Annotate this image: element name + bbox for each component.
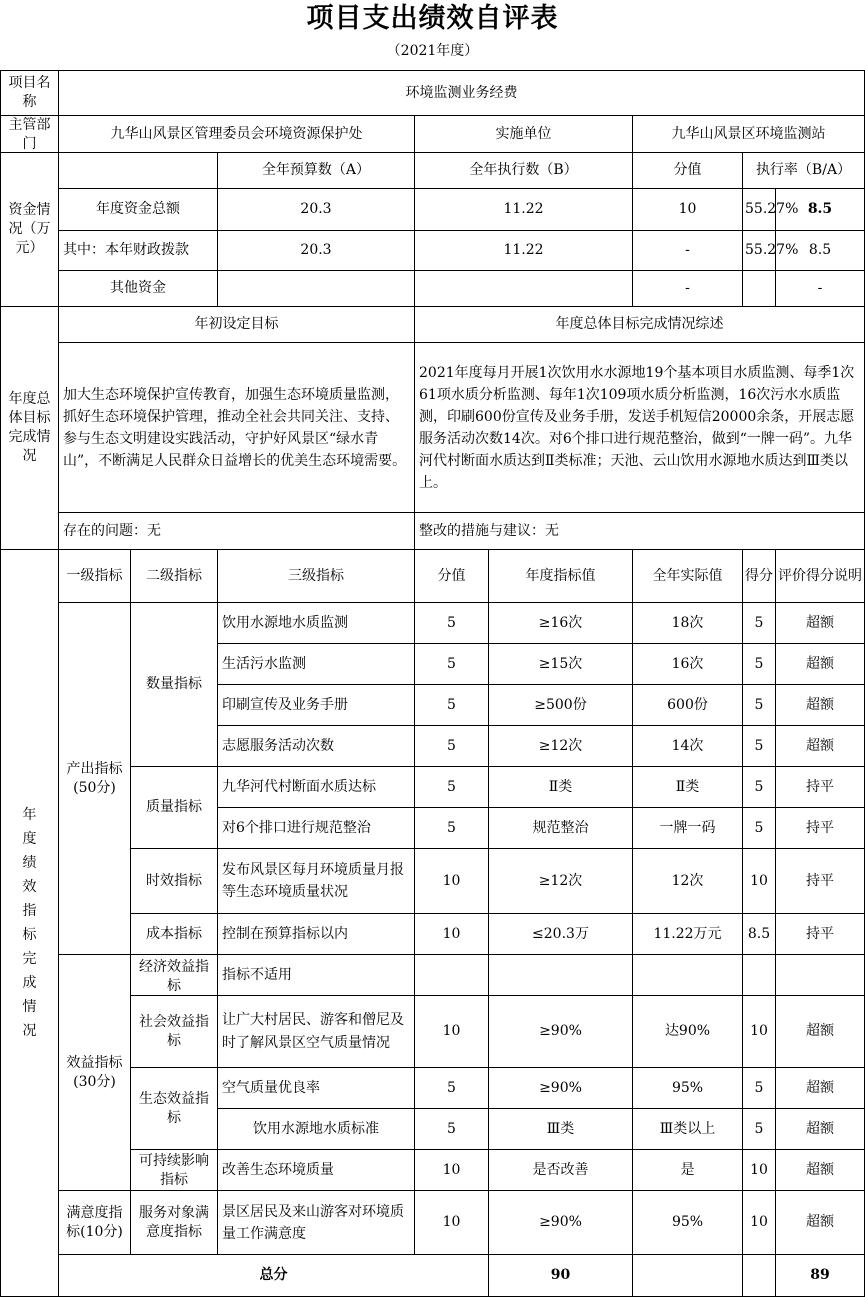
perf-row-target (489, 955, 633, 996)
perf-row-score-value: 10 (415, 1150, 489, 1191)
perf-row-note: 超额 (776, 603, 865, 644)
perf-l2-quality: 质量指标 (131, 767, 218, 849)
perf-row-actual: 14次 (633, 726, 743, 767)
perf-row-score: 8.5 (743, 914, 776, 955)
perf-row-score-value: 5 (415, 603, 489, 644)
perf-row-score-value: 10 (415, 914, 489, 955)
perf-row-score-value: 10 (415, 1191, 489, 1255)
fiscal-year: （2021年度） (386, 43, 479, 59)
funds-row-fiscal-exec: 11.22 (415, 231, 633, 271)
goals-set-header: 年初设定目标 (59, 307, 415, 343)
perf-row-target: ≥12次 (489, 849, 633, 914)
funds-row-other-score-value: - (633, 271, 743, 307)
perf-row-l3: 饮用水源地水质标准 (218, 1109, 415, 1150)
perf-l1-benefit: 效益指标(30分) (59, 955, 131, 1191)
perf-row-score-value (415, 955, 489, 996)
perf-row-score-value: 5 (415, 726, 489, 767)
perf-row-note: 持平 (776, 808, 865, 849)
perf-row-target: ≥15次 (489, 644, 633, 685)
perf-row-target: ≤20.3万 (489, 914, 633, 955)
perf-row-target: ≥90% (489, 1191, 633, 1255)
goals-summary-header: 年度总体目标完成情况综述 (415, 307, 865, 343)
perf-header-l1: 一级指标 (59, 550, 131, 603)
funds-row-total-score-value: 10 (633, 189, 743, 231)
funds-row-total-exec: 11.22 (415, 189, 633, 231)
impl-label: 实施单位 (415, 116, 633, 153)
total-target-blank (633, 1255, 743, 1297)
perf-row-score-value: 5 (415, 1109, 489, 1150)
dept-label: 主管部门 (1, 116, 59, 153)
perf-row-note: 超额 (776, 1109, 865, 1150)
perf-l1-output: 产出指标(50分) (59, 603, 131, 955)
perf-row-actual: Ⅱ类 (633, 767, 743, 808)
funds-label: 资金情况（万元） (1, 153, 59, 307)
goals-measures: 整改的措施与建议：无 (415, 513, 865, 550)
perf-header-l2: 二级指标 (131, 550, 218, 603)
funds-header-rate: 执行率（B/A） (743, 153, 865, 189)
perf-row-l3: 让广大村居民、游客和僧尼及时了解风景区空气质量情况 (218, 996, 415, 1068)
perf-row-note: 持平 (776, 914, 865, 955)
perf-header-l3: 三级指标 (218, 550, 415, 603)
funds-header-score-value: 分值 (633, 153, 743, 189)
perf-l2-economic: 经济效益指标 (131, 955, 218, 996)
funds-row-fiscal-budget: 20.3 (218, 231, 415, 271)
perf-row-l3: 志愿服务活动次数 (218, 726, 415, 767)
funds-row-other-budget (218, 271, 415, 307)
perf-row-score: 5 (743, 644, 776, 685)
perf-row-score-value: 5 (415, 1068, 489, 1109)
perf-row-note: 超额 (776, 685, 865, 726)
perf-l2-cost: 成本指标 (131, 914, 218, 955)
funds-row-fiscal-score-value: - (633, 231, 743, 271)
project-name-label: 项目名称 (1, 71, 59, 116)
funds-row-other-rate (743, 271, 776, 307)
perf-row-l3: 对6个排口进行规范整治 (218, 808, 415, 849)
perf-row-note: 超额 (776, 996, 865, 1068)
perf-label: 年度绩效指标完成情况 (1, 550, 59, 1297)
perf-row-l3: 发布风景区每月环境质量月报等生态环境质量状况 (218, 849, 415, 914)
perf-row-score-value: 5 (415, 808, 489, 849)
total-score: 89 (776, 1255, 865, 1297)
goals-label: 年度总体目标完成情况 (1, 307, 59, 550)
perf-row-actual: 12次 (633, 849, 743, 914)
perf-row-actual: 达90% (633, 996, 743, 1068)
perf-header-score-value: 分值 (415, 550, 489, 603)
perf-row-l3: 空气质量优良率 (218, 1068, 415, 1109)
funds-row-fiscal-score: 8.5 (776, 231, 865, 271)
perf-row-l3: 景区居民及来山游客对环境质量工作满意度 (218, 1191, 415, 1255)
goals-set-text: 加大生态环境保护宣传教育，加强生态环境质量监测，抓好生态环境保护管理，推动全社会共同关注、支持、参与生态文明建设实践活动，守护好风景区“绿水青山”，不断满足人民群众日益增长的优美生态环境需要。 (59, 343, 415, 513)
perf-row-note: 持平 (776, 849, 865, 914)
funds-row-total-score: 8.5 (776, 189, 865, 231)
total-score-value: 90 (489, 1255, 633, 1297)
perf-header-note: 评价得分说明 (776, 550, 865, 603)
perf-row-score-value: 10 (415, 849, 489, 914)
perf-row-l3: 指标不适用 (218, 955, 415, 996)
evaluation-table (0, 70, 865, 1297)
perf-row-score: 10 (743, 1150, 776, 1191)
perf-row-note (776, 955, 865, 996)
perf-row-score: 5 (743, 726, 776, 767)
funds-row-total-budget: 20.3 (218, 189, 415, 231)
perf-row-score-value: 5 (415, 644, 489, 685)
perf-row-score: 10 (743, 1191, 776, 1255)
perf-l2-time: 时效指标 (131, 849, 218, 914)
funds-row-other-name: 其他资金 (59, 271, 218, 307)
perf-row-target: ≥16次 (489, 603, 633, 644)
perf-row-score (743, 955, 776, 996)
perf-row-actual: 600份 (633, 685, 743, 726)
perf-row-actual: 11.22万元 (633, 914, 743, 955)
perf-row-actual: 一牌一码 (633, 808, 743, 849)
perf-row-actual: 95% (633, 1068, 743, 1109)
perf-l2-eco: 生态效益指标 (131, 1068, 218, 1150)
perf-row-l3: 改善生态环境质量 (218, 1150, 415, 1191)
perf-row-actual: 95% (633, 1191, 743, 1255)
perf-row-l3: 九华河代村断面水质达标 (218, 767, 415, 808)
perf-row-actual: Ⅲ类以上 (633, 1109, 743, 1150)
perf-header-target: 年度指标值 (489, 550, 633, 603)
perf-row-l3: 生活污水监测 (218, 644, 415, 685)
perf-l2-social: 社会效益指标 (131, 996, 218, 1068)
funds-header-exec: 全年执行数（B） (415, 153, 633, 189)
perf-row-target: ≥90% (489, 1068, 633, 1109)
page-title: 项目支出绩效自评表 (306, 3, 559, 34)
perf-row-target: ≥500份 (489, 685, 633, 726)
perf-row-note: 超额 (776, 1068, 865, 1109)
perf-l2-sustain: 可持续影响指标 (131, 1150, 218, 1191)
perf-row-note: 超额 (776, 726, 865, 767)
perf-header-score: 得分 (743, 550, 776, 603)
perf-row-score: 5 (743, 1109, 776, 1150)
perf-row-score: 5 (743, 685, 776, 726)
perf-row-score-value: 5 (415, 767, 489, 808)
goals-summary-text: 2021年度每月开展1次饮用水水源地19个基本项目水质监测、每季1次61项水质分析监测、每年1次109项水质分析监测，16次污水水质监测，印刷600份宣传及业务手册，发送手机短信20000余条，开展志愿服务活动次数14次。对6个排口进行规范整治，做到“一牌一码”。九华河代村断面水质达到Ⅱ类标准；天池、云山饮用水源地水质达到Ⅲ类以上。 (415, 343, 865, 513)
perf-header-actual: 全年实际值 (633, 550, 743, 603)
perf-row-note: 持平 (776, 767, 865, 808)
goals-problems: 存在的问题：无 (59, 513, 415, 550)
perf-row-note: 超额 (776, 1191, 865, 1255)
perf-row-score: 5 (743, 1068, 776, 1109)
perf-row-score: 5 (743, 808, 776, 849)
perf-row-l3: 控制在预算指标以内 (218, 914, 415, 955)
funds-header-blank (59, 153, 218, 189)
perf-row-actual: 是 (633, 1150, 743, 1191)
funds-row-fiscal-name: 其中：本年财政拨款 (59, 231, 218, 271)
perf-row-target: 是否改善 (489, 1150, 633, 1191)
perf-row-target: ≥90% (489, 996, 633, 1068)
funds-row-total-name: 年度资金总额 (59, 189, 218, 231)
funds-row-other-score: - (776, 271, 865, 307)
perf-row-note: 超额 (776, 1150, 865, 1191)
perf-row-score: 10 (743, 996, 776, 1068)
perf-row-target: 规范整治 (489, 808, 633, 849)
perf-row-score-value: 5 (415, 685, 489, 726)
funds-row-total-rate: 55.27% (743, 189, 776, 231)
dept-value: 九华山风景区管理委员会环境资源保护处 (59, 116, 415, 153)
perf-row-actual (633, 955, 743, 996)
funds-row-other-exec (415, 271, 633, 307)
perf-l2-service: 服务对象满意度指标 (131, 1191, 218, 1255)
project-name-value: 环境监测业务经费 (59, 71, 865, 116)
perf-row-score-value: 10 (415, 996, 489, 1068)
perf-row-target: ≥12次 (489, 726, 633, 767)
impl-value: 九华山风景区环境监测站 (633, 116, 865, 153)
perf-row-actual: 18次 (633, 603, 743, 644)
total-actual-blank (743, 1255, 776, 1297)
perf-row-actual: 16次 (633, 644, 743, 685)
perf-row-l3: 印刷宣传及业务手册 (218, 685, 415, 726)
total-label: 总分 (59, 1255, 489, 1297)
perf-l2-quantity: 数量指标 (131, 603, 218, 767)
perf-l1-satisfaction: 满意度指标(10分) (59, 1191, 131, 1255)
perf-row-score: 5 (743, 603, 776, 644)
perf-row-score: 10 (743, 849, 776, 914)
perf-row-score: 5 (743, 767, 776, 808)
perf-row-target: Ⅲ类 (489, 1109, 633, 1150)
perf-row-l3: 饮用水源地水质监测 (218, 603, 415, 644)
perf-row-note: 超额 (776, 644, 865, 685)
perf-row-target: Ⅱ类 (489, 767, 633, 808)
funds-header-budget: 全年预算数（A） (218, 153, 415, 189)
funds-row-fiscal-rate: 55.27% (743, 231, 776, 271)
